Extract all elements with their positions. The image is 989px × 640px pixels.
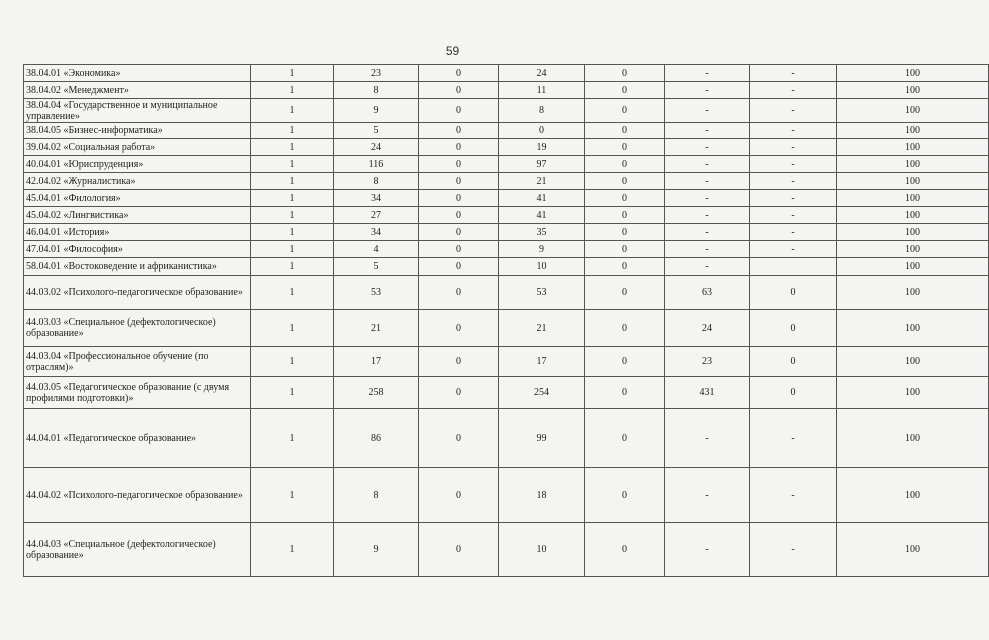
page-number: 59 [445, 44, 460, 58]
value-cell: 0 [585, 99, 665, 123]
value-cell: 100 [837, 123, 989, 139]
value-cell: - [750, 190, 837, 207]
value-cell: 100 [837, 347, 989, 377]
value-cell: - [665, 82, 750, 99]
value-cell: - [750, 82, 837, 99]
table-row [24, 468, 989, 523]
table-row [24, 224, 989, 241]
value-cell: - [665, 190, 750, 207]
program-name-cell: 38.04.01 «Экономика» [24, 65, 251, 82]
value-cell: 8 [334, 173, 419, 190]
data-table [23, 64, 989, 577]
value-cell: 0 [419, 241, 499, 258]
value-cell: 100 [837, 258, 989, 276]
value-cell: 0 [585, 139, 665, 156]
value-cell: 53 [499, 276, 585, 310]
table-row [24, 523, 989, 577]
value-cell: 0 [419, 123, 499, 139]
program-name-cell: 44.03.04 «Профессиональное обучение (по отраслям)» [24, 347, 251, 377]
value-cell: 0 [750, 276, 837, 310]
value-cell: 100 [837, 523, 989, 577]
value-cell: - [665, 523, 750, 577]
value-cell: 0 [419, 139, 499, 156]
table-row [24, 190, 989, 207]
value-cell: - [750, 123, 837, 139]
value-cell: 24 [334, 139, 419, 156]
value-cell: 9 [334, 523, 419, 577]
value-cell: 1 [251, 468, 334, 523]
value-cell: 100 [837, 139, 989, 156]
value-cell: 0 [419, 99, 499, 123]
value-cell: 34 [334, 224, 419, 241]
value-cell: 100 [837, 156, 989, 173]
value-cell: 100 [837, 409, 989, 468]
value-cell: 254 [499, 377, 585, 409]
value-cell: - [665, 468, 750, 523]
value-cell: 97 [499, 156, 585, 173]
program-name-cell: 42.04.02 «Журналистика» [24, 173, 251, 190]
value-cell: - [750, 65, 837, 82]
table-row [24, 377, 989, 409]
value-cell: - [665, 409, 750, 468]
value-cell: 100 [837, 276, 989, 310]
value-cell: 0 [585, 190, 665, 207]
program-name-cell: 47.04.01 «Философия» [24, 241, 251, 258]
value-cell: 0 [750, 310, 837, 347]
value-cell: 53 [334, 276, 419, 310]
program-name-cell: 40.04.01 «Юриспруденция» [24, 156, 251, 173]
value-cell: - [665, 123, 750, 139]
value-cell: 0 [585, 82, 665, 99]
program-name-cell: 45.04.02 «Лингвистика» [24, 207, 251, 224]
value-cell: 1 [251, 123, 334, 139]
value-cell: 41 [499, 207, 585, 224]
table-row [24, 173, 989, 190]
value-cell: 0 [585, 409, 665, 468]
value-cell: 0 [585, 65, 665, 82]
value-cell: 0 [419, 523, 499, 577]
table-body [24, 65, 989, 577]
program-name-cell: 44.03.03 «Специальное (дефектологическое) образование» [24, 310, 251, 347]
value-cell: 0 [585, 224, 665, 241]
program-name-cell: 44.04.02 «Психолого-педагогическое образование» [24, 468, 251, 523]
value-cell: 17 [334, 347, 419, 377]
value-cell: 100 [837, 99, 989, 123]
value-cell: 0 [419, 409, 499, 468]
value-cell: 100 [837, 173, 989, 190]
value-cell: - [750, 156, 837, 173]
program-name-cell: 44.04.03 «Специальное (дефектологическое) образование» [24, 523, 251, 577]
value-cell: 24 [665, 310, 750, 347]
value-cell: 431 [665, 377, 750, 409]
table-row [24, 241, 989, 258]
value-cell: - [750, 409, 837, 468]
value-cell: - [665, 99, 750, 123]
value-cell: 11 [499, 82, 585, 99]
value-cell: 0 [419, 65, 499, 82]
program-name-cell: 39.04.02 «Социальная работа» [24, 139, 251, 156]
value-cell: 21 [334, 310, 419, 347]
value-cell: 0 [585, 241, 665, 258]
value-cell: 0 [419, 377, 499, 409]
value-cell: 100 [837, 377, 989, 409]
value-cell: 10 [499, 523, 585, 577]
value-cell [750, 258, 837, 276]
value-cell: 0 [419, 156, 499, 173]
value-cell: - [750, 139, 837, 156]
program-name-cell: 44.03.02 «Психолого-педагогическое образование» [24, 276, 251, 310]
value-cell: - [750, 523, 837, 577]
program-name-cell: 44.03.05 «Педагогическое образование (с двумя профилями подготовки)» [24, 377, 251, 409]
value-cell: 1 [251, 139, 334, 156]
value-cell: 1 [251, 377, 334, 409]
value-cell: 0 [585, 258, 665, 276]
table-row [24, 123, 989, 139]
value-cell: 0 [419, 224, 499, 241]
value-cell: 0 [419, 258, 499, 276]
value-cell: 8 [334, 468, 419, 523]
value-cell: 0 [499, 123, 585, 139]
value-cell: 1 [251, 190, 334, 207]
value-cell: - [665, 139, 750, 156]
program-name-cell: 58.04.01 «Востоковедение и африканистика» [24, 258, 251, 276]
value-cell: 0 [585, 123, 665, 139]
table-row [24, 258, 989, 276]
value-cell: - [665, 65, 750, 82]
value-cell: 9 [334, 99, 419, 123]
value-cell: 23 [665, 347, 750, 377]
value-cell: 100 [837, 241, 989, 258]
value-cell: 100 [837, 65, 989, 82]
table-row [24, 276, 989, 310]
value-cell: - [665, 207, 750, 224]
value-cell: 86 [334, 409, 419, 468]
value-cell: - [750, 207, 837, 224]
value-cell: 21 [499, 173, 585, 190]
table-row [24, 310, 989, 347]
value-cell: 5 [334, 123, 419, 139]
table-row [24, 347, 989, 377]
value-cell: 19 [499, 139, 585, 156]
table-row [24, 139, 989, 156]
value-cell: 0 [419, 190, 499, 207]
value-cell: - [750, 241, 837, 258]
value-cell: - [665, 258, 750, 276]
value-cell: 34 [334, 190, 419, 207]
value-cell: 1 [251, 156, 334, 173]
value-cell: 116 [334, 156, 419, 173]
value-cell: 1 [251, 347, 334, 377]
value-cell: 100 [837, 310, 989, 347]
value-cell: 63 [665, 276, 750, 310]
value-cell: 100 [837, 207, 989, 224]
value-cell: - [665, 173, 750, 190]
value-cell: 18 [499, 468, 585, 523]
value-cell: 1 [251, 276, 334, 310]
value-cell: 0 [750, 347, 837, 377]
value-cell: 0 [585, 377, 665, 409]
value-cell: - [665, 156, 750, 173]
value-cell: 0 [419, 207, 499, 224]
value-cell: 41 [499, 190, 585, 207]
value-cell: 0 [419, 173, 499, 190]
value-cell: - [750, 99, 837, 123]
program-name-cell: 45.04.01 «Филология» [24, 190, 251, 207]
value-cell: - [665, 224, 750, 241]
value-cell: 100 [837, 190, 989, 207]
value-cell: 1 [251, 523, 334, 577]
value-cell: 0 [585, 310, 665, 347]
value-cell: 0 [585, 468, 665, 523]
value-cell: 0 [419, 468, 499, 523]
value-cell: 1 [251, 241, 334, 258]
value-cell: 10 [499, 258, 585, 276]
value-cell: 4 [334, 241, 419, 258]
value-cell: 258 [334, 377, 419, 409]
value-cell: 9 [499, 241, 585, 258]
value-cell: 21 [499, 310, 585, 347]
value-cell: - [750, 468, 837, 523]
table-row [24, 82, 989, 99]
value-cell: 23 [334, 65, 419, 82]
value-cell: 0 [585, 156, 665, 173]
value-cell: - [750, 173, 837, 190]
value-cell: 8 [499, 99, 585, 123]
value-cell: 27 [334, 207, 419, 224]
program-name-cell: 46.04.01 «История» [24, 224, 251, 241]
value-cell: 99 [499, 409, 585, 468]
value-cell: 1 [251, 173, 334, 190]
value-cell: 1 [251, 224, 334, 241]
value-cell: 35 [499, 224, 585, 241]
value-cell: 0 [419, 310, 499, 347]
value-cell: 0 [585, 347, 665, 377]
value-cell: 1 [251, 82, 334, 99]
program-name-cell: 38.04.05 «Бизнес-информатика» [24, 123, 251, 139]
value-cell: 1 [251, 65, 334, 82]
value-cell: 1 [251, 310, 334, 347]
value-cell: 1 [251, 258, 334, 276]
value-cell: 24 [499, 65, 585, 82]
value-cell: 0 [585, 207, 665, 224]
value-cell: 1 [251, 207, 334, 224]
table-row [24, 207, 989, 224]
value-cell: 0 [750, 377, 837, 409]
program-name-cell: 38.04.02 «Менеджмент» [24, 82, 251, 99]
value-cell: - [750, 224, 837, 241]
value-cell: 17 [499, 347, 585, 377]
value-cell: 0 [585, 276, 665, 310]
value-cell: 0 [419, 347, 499, 377]
value-cell: 0 [419, 82, 499, 99]
value-cell: 1 [251, 409, 334, 468]
value-cell: 100 [837, 82, 989, 99]
value-cell: 100 [837, 224, 989, 241]
table-row [24, 409, 989, 468]
value-cell: 1 [251, 99, 334, 123]
value-cell: 0 [585, 173, 665, 190]
value-cell: 0 [419, 276, 499, 310]
value-cell: 5 [334, 258, 419, 276]
table-row [24, 65, 989, 82]
table-row [24, 156, 989, 173]
value-cell: 8 [334, 82, 419, 99]
value-cell: 100 [837, 468, 989, 523]
table-row [24, 99, 989, 123]
value-cell: 0 [585, 523, 665, 577]
program-name-cell: 38.04.04 «Государственное и муниципальное управление» [24, 99, 251, 123]
program-name-cell: 44.04.01 «Педагогическое образование» [24, 409, 251, 468]
value-cell: - [665, 241, 750, 258]
